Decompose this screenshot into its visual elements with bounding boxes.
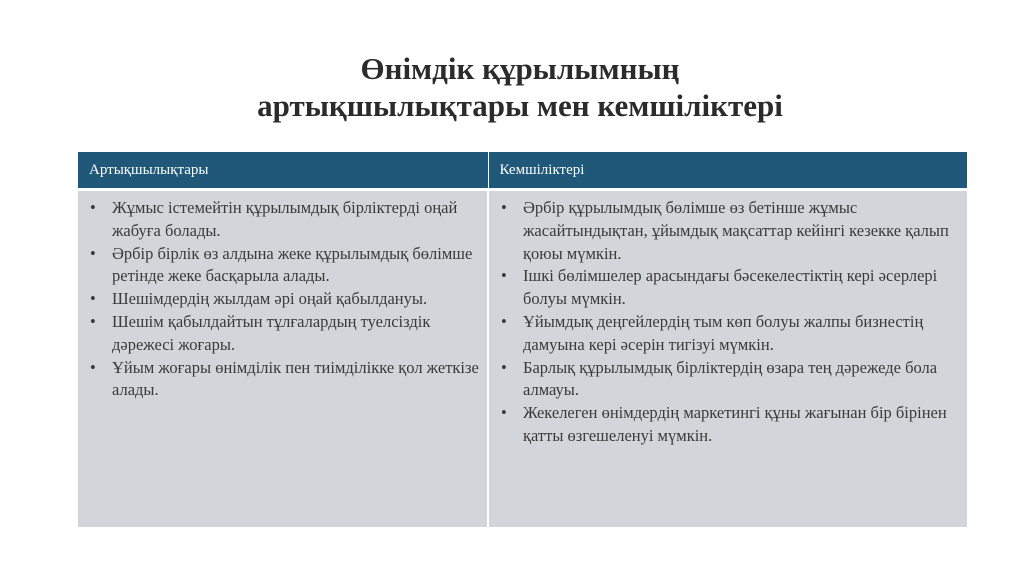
bullet: • — [90, 357, 96, 377]
bullet: • — [501, 311, 507, 331]
slide-title-line-1: Өнімдік құрылымның — [360, 51, 680, 86]
list-item — [497, 197, 961, 265]
list-item — [86, 288, 481, 311]
bullet: • — [501, 266, 507, 286]
disadvantages-list — [497, 197, 961, 448]
list-item — [86, 197, 481, 243]
advantage-text: Шешімдердің жылдам әрі оңай қабылдануы. — [112, 289, 428, 309]
disadvantage-text: Барлық құрылымдық бірліктердің өзара тең дәрежеде бола алмауы. — [523, 357, 938, 400]
advantage-text: Әрбір бірлік өз алдына жеке құрылымдық бөлімше ретінде жеке басқарыла алады. — [112, 243, 473, 286]
slide-title-line-2: артықшылықтары мен кемшіліктері — [257, 88, 783, 123]
disadvantage-text: Жекелеген өнімдердің маркетингі құны жағынан бір бірінен қатты өзгешеленуі мүмкін. — [523, 403, 947, 445]
header-disadvantages: Кемшіліктері — [488, 152, 967, 190]
disadvantage-text: Әрбір құрылымдық бөлімше өз бетінше жұмыс жасайтындықтан, ұйымдық мақсаттар кейінгі кезекке қалып қоюы мүмкін. — [523, 198, 949, 263]
bullet: • — [90, 311, 96, 331]
list-item — [497, 402, 961, 448]
header-advantages: Артықшылықтары — [78, 152, 488, 190]
bullet: • — [501, 357, 507, 377]
advantage-text: Ұйым жоғары өнімділік пен тиімділікке қол жеткізе алады. — [112, 357, 479, 400]
advantage-text: Жұмыс істемейтін құрылымдық бірліктерді оңай жабуға болады. — [112, 198, 458, 240]
bullet: • — [501, 198, 507, 217]
list-item — [86, 357, 481, 403]
list-item — [497, 311, 961, 357]
list-item — [86, 243, 481, 289]
bullet: • — [90, 198, 96, 217]
bullet: • — [501, 403, 507, 423]
disadvantage-text: Ұйымдық деңгейлердің тым көп болуы жалпы бизнестің дамуына кері әсерін тигізуі мүмкін. — [523, 311, 924, 354]
list-item — [497, 265, 961, 311]
list-item — [497, 357, 961, 403]
advantages-list — [86, 197, 481, 402]
comparison-table — [78, 152, 967, 527]
slide-title — [80, 50, 960, 124]
disadvantages-cell — [488, 190, 967, 528]
bullet: • — [90, 243, 96, 263]
advantages-cell — [78, 190, 488, 528]
disadvantage-text: Ішкі бөлімшелер арасындағы бәсекелестіктің кері әсерлері болуы мүмкін. — [523, 266, 938, 309]
list-item — [86, 311, 481, 357]
advantage-text: Шешім қабылдайтын тұлғалардың туелсіздік дәрежесі жоғары. — [112, 311, 431, 354]
table-body-row — [78, 190, 967, 528]
table-header-row — [78, 152, 967, 190]
bullet: • — [90, 289, 96, 309]
